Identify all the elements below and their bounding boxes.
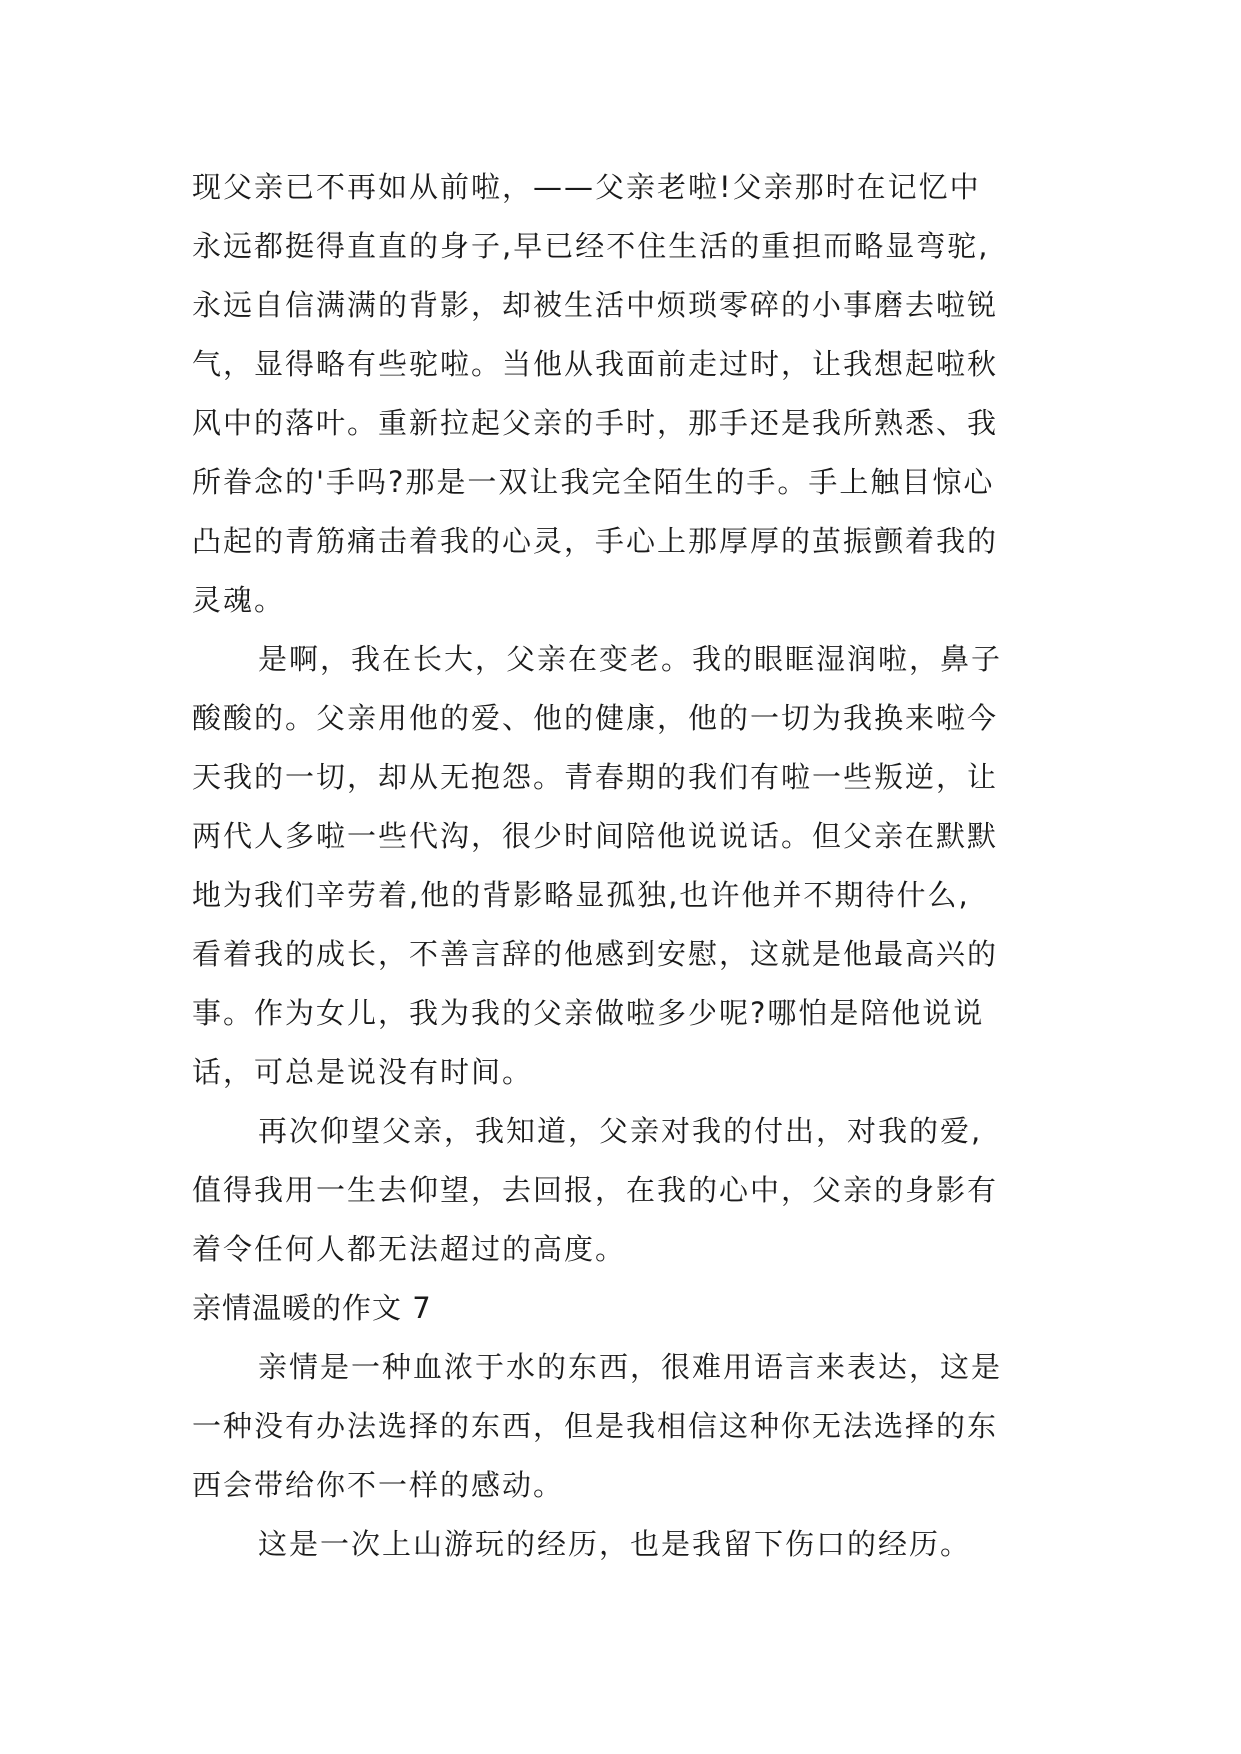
text-line: 酸酸的。父亲用他的爱、他的健康，他的一切为我换来啦今 [192, 701, 999, 735]
text-line: 天我的一切，却从无抱怨。青春期的我们有啦一些叛逆，让 [192, 760, 999, 794]
text-line: 再次仰望父亲，我知道，父亲对我的付出，对我的爱, [258, 1114, 983, 1148]
text-line: 着令任何人都无法超过的高度。 [192, 1232, 627, 1266]
text-line: 是啊，我在长大，父亲在变老。我的眼眶湿润啦，鼻子 [258, 642, 1003, 676]
text-line: 现父亲已不再如从前啦，——父亲老啦!父亲那时在记忆中 [192, 170, 981, 204]
paragraph-looking-up [192, 1102, 1092, 1279]
document-body [192, 158, 1092, 1574]
paragraph-family-bond [192, 1338, 1092, 1515]
text-line: 所眷念的'手吗?那是一双让我完全陌生的手。手上触目惊心 [192, 465, 995, 499]
text-line: 看着我的成长，不善言辞的他感到安慰，这就是他最高兴的 [192, 937, 999, 971]
text-line: 永远自信满满的背影，却被生活中烦琐零碎的小事磨去啦锐 [192, 288, 999, 322]
text-line: 气，显得略有些驼啦。当他从我面前走过时，让我想起啦秋 [192, 347, 999, 381]
paragraph-father-aging [192, 158, 1092, 630]
text-line: 两代人多啦一些代沟，很少时间陪他说说话。但父亲在默默 [192, 819, 999, 853]
text-line: 话，可总是说没有时间。 [192, 1055, 534, 1089]
section-title: 亲情温暖的作文 7 [192, 1291, 432, 1325]
paragraph-growing-up [192, 630, 1092, 1102]
paragraph-mountain-trip [192, 1515, 1092, 1574]
text-line: 凸起的青筋痛击着我的心灵，手心上那厚厚的茧振颤着我的 [192, 524, 999, 558]
text-line: 灵魂。 [192, 583, 286, 617]
text-line: 值得我用一生去仰望，去回报，在我的心中，父亲的身影有 [192, 1173, 999, 1207]
text-line: 这是一次上山游玩的经历，也是我留下伤口的经历。 [258, 1527, 972, 1561]
text-line: 亲情是一种血浓于水的东西，很难用语言来表达，这是 [258, 1350, 1003, 1384]
text-line: 事。作为女儿，我为我的父亲做啦多少呢?哪怕是陪他说说 [192, 996, 985, 1030]
text-line: 风中的落叶。重新拉起父亲的手时，那手还是我所熟悉、我 [192, 406, 999, 440]
text-line: 西会带给你不一样的感动。 [192, 1468, 565, 1502]
text-line: 一种没有办法选择的东西，但是我相信这种你无法选择的东 [192, 1409, 999, 1443]
text-line: 地为我们辛劳着,他的背影略显孤独,也许他并不期待什么, [192, 878, 970, 912]
text-line: 永远都挺得直直的身子,早已经不住生活的重担而略显弯驼, [192, 229, 990, 263]
